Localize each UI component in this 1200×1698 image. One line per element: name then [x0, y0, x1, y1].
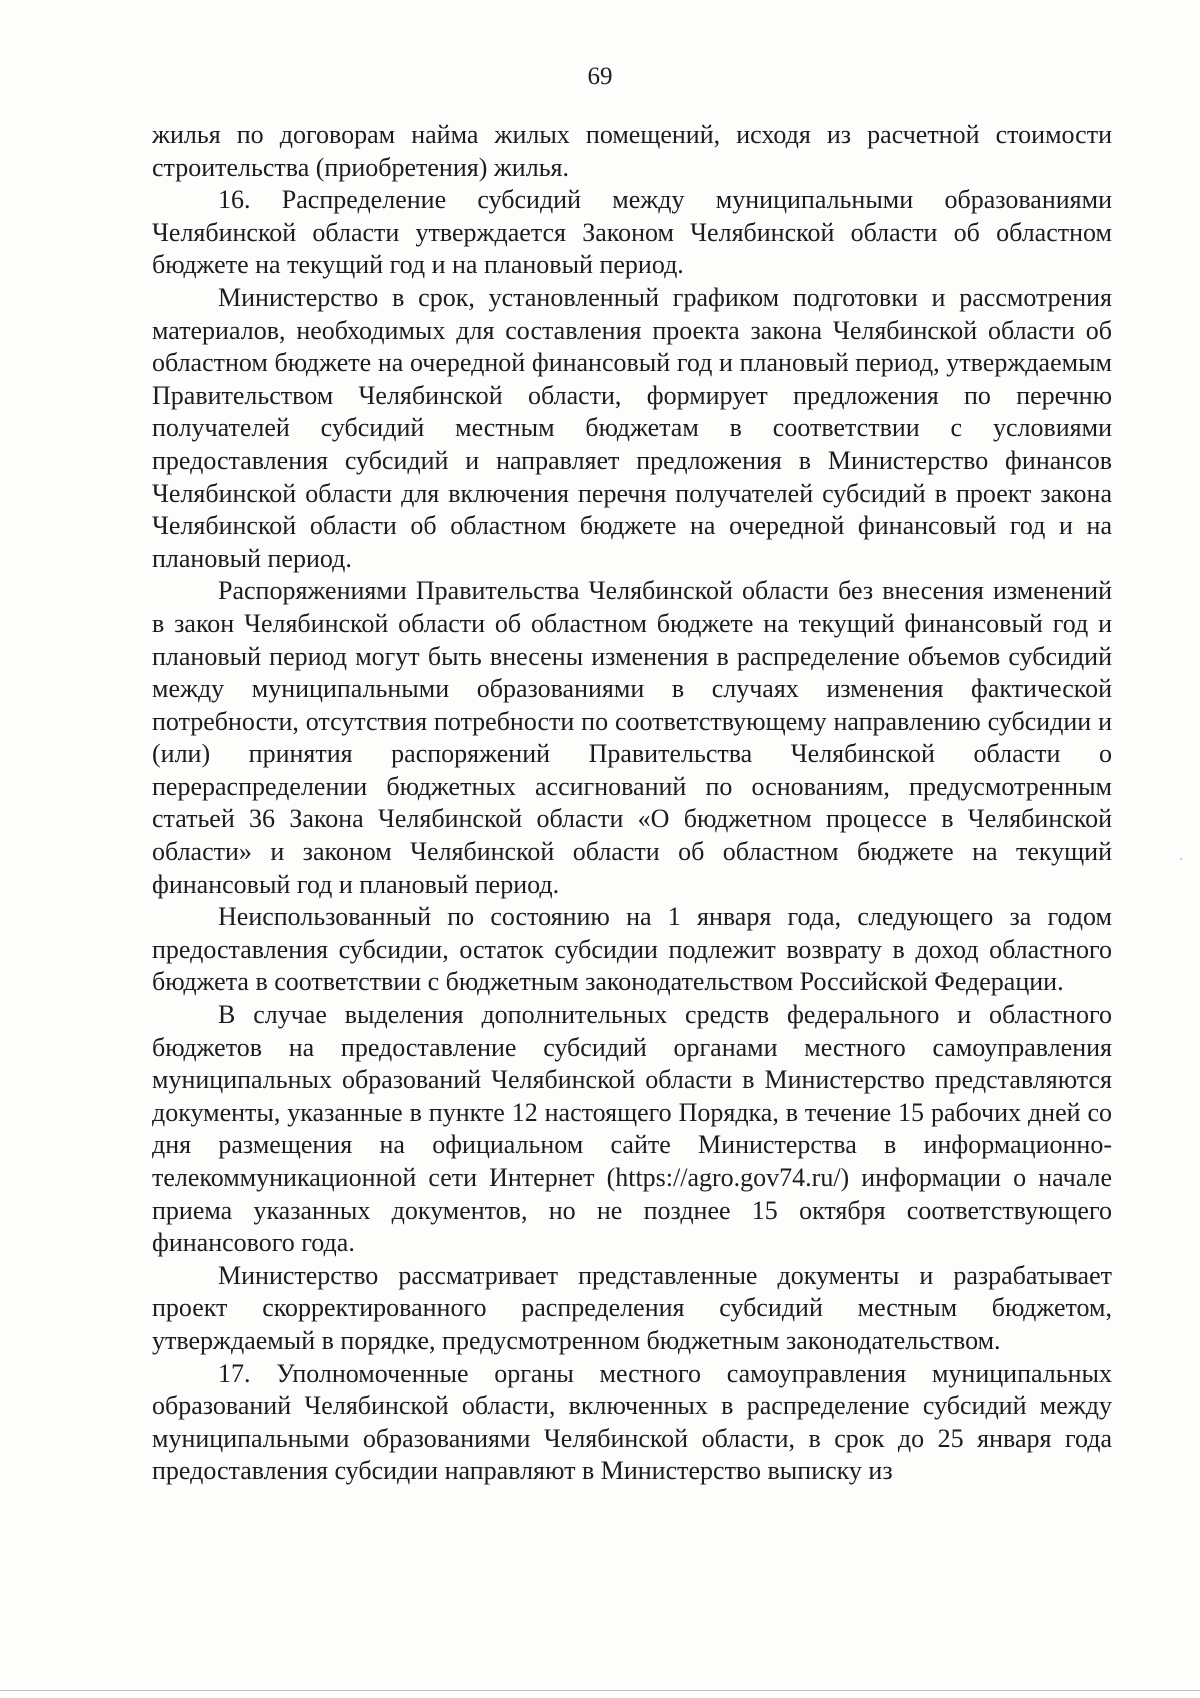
- paragraph-continuation: жилья по договорам найма жилых помещений, исходя из расчетной стоимости строительства (приобретения) жилья.: [152, 120, 1112, 182]
- paragraph-additional-funds: В случае выделения дополнительных средств федерального и областного бюджетов на предоставление субсидий органами местного самоуправления муниципальных образований Челябинской области в Министерство представляются документы, указанные в пункте 12 настоящего Порядка, в течение 15 рабочих дней со дня размещения на официальном сайте Министерства в информационно-телекоммуникационной сети Интернет (https://agro.gov74.ru/) информации о начале приема указанных документов, но не позднее 15 октября соответствующего финансового года.: [152, 1000, 1112, 1258]
- paragraph-government-orders: Распоряжениями Правительства Челябинской области без внесения изменений в закон Челябинской области об областном бюджете на текущий финансовый год и плановый период могут быть внесены изменения в распределение объемов субсидий между муниципальными образованиями в случаях изменения фактической потребности, отсутствия потребности по соответствующему направлению субсидии и (или) принятия распоряжений Правительства Челябинской области о перераспределении бюджетных ассигнований по основаниям, предусмотренным статьей 36 Закона Челябинской области «О бюджетном процессе в Челябинской области» и законом Челябинской области об областном бюджете на текущий финансовый год и плановый период.: [152, 576, 1112, 899]
- paragraph-ministry-proposals: Министерство в срок, установленный графиком подготовки и рассмотрения материалов, необходимых для составления проекта закона Челябинской области об областном бюджете на очередной финансовый год и плановый период, утверждаемым Правительством Челябинской области, формирует предложения по перечню получателей субсидий местным бюджетам в соответствии с условиями предоставления субсидий и направляет предложения в Министерство финансов Челябинской области для включения перечня получателей субсидий в проект закона Челябинской области об областном бюджете на очередной финансовый год и на плановый период.: [152, 282, 1112, 573]
- document-body: [152, 119, 1112, 1488]
- scan-artifact: [1180, 858, 1182, 860]
- paragraph-ministry-review: Министерство рассматривает представленные документы и разрабатывает проект скорректированного распределения субсидий местным бюджетом, утверждаемый в порядке, предусмотренном бюджетным законодательством.: [152, 1260, 1112, 1355]
- paragraph-item-17: 17. Уполномоченные органы местного самоуправления муниципальных образований Челябинской области, включенных в распределение субсидий между муниципальными образованиями Челябинской области, в срок до 25 января года предоставления субсидии направляют в Министерство выписку из: [152, 1358, 1112, 1486]
- paragraph-unused-balance: Неиспользованный по состоянию на 1 января года, следующего за годом предоставления субсидии, остаток субсидии подлежит возврату в доход областного бюджета в соответствии с бюджетным законодательством Российской Федерации.: [152, 902, 1112, 997]
- paragraph-item-16: 16. Распределение субсидий между муниципальными образованиями Челябинской области утверждается Законом Челябинской области об областном бюджете на текущий год и на плановый период.: [152, 185, 1112, 280]
- scan-bottom-edge: [0, 1690, 1200, 1691]
- page-number: 69: [587, 63, 613, 90]
